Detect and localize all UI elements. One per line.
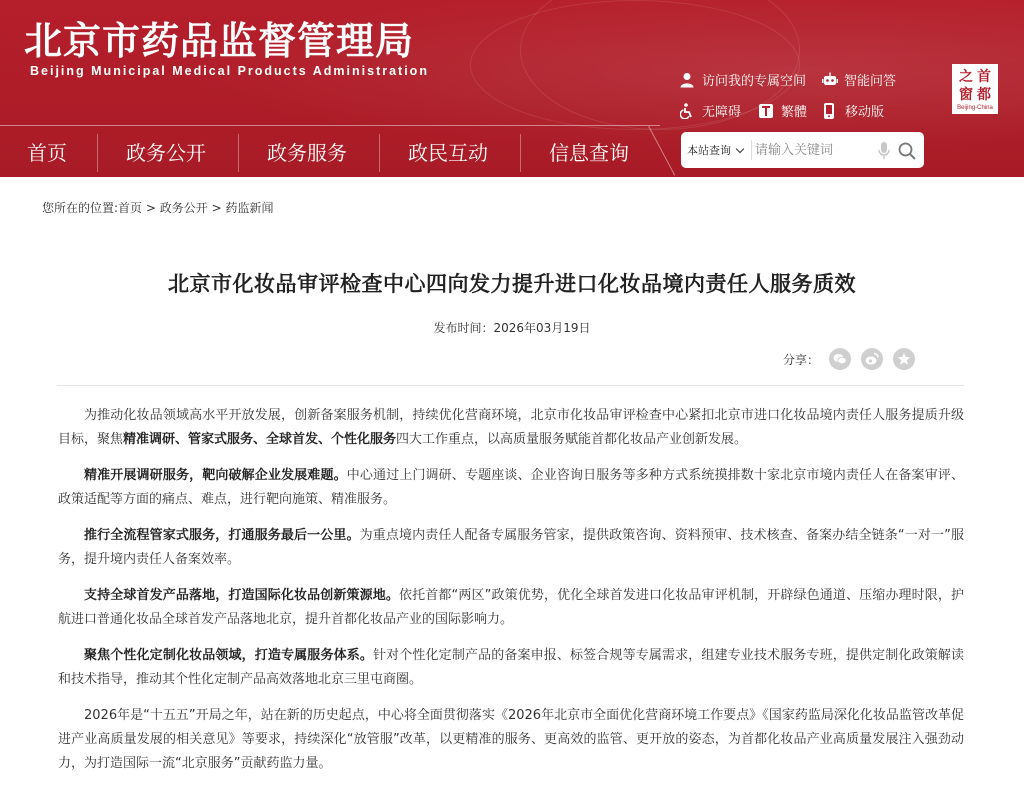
chevron-down-icon: [736, 144, 744, 152]
emblem-char: 窗: [959, 87, 973, 103]
mobile-version-label: 移动版: [845, 105, 885, 120]
nav-item-gov-affairs-open[interactable]: 政务公开: [126, 141, 206, 165]
traditional-chinese-label: 繁體: [781, 105, 808, 120]
breadcrumb-prefix: 您所在的位置:: [42, 201, 119, 215]
nav-separator: [238, 134, 239, 172]
article-paragraph: 支持全球首发产品落地，打造国际化妆品创新策源地。依托首都“两区”政策优势，优化全球首发进口化妆品审评机制，开辟绿色通道、压缩办理时限，护航进口普通化妆品全球首发产品落地北京，提升首都化妆品产业的国际影响力。: [58, 588, 964, 627]
wechat-share-button[interactable]: [829, 348, 851, 370]
traditional-chinese-link[interactable]: [759, 101, 807, 120]
search-divider: [751, 140, 752, 160]
mobile-version-link[interactable]: [823, 101, 884, 120]
article-title: 北京市化妆品审评检查中心四向发力提升进口化妆品境内责任人服务质效: [168, 272, 856, 296]
article-paragraph: 为推动化妆品领域高水平开放发展，创新备案服务机制，持续优化营商环境，北京市化妆品审评检查中心紧扣北京市进口化妆品境内责任人服务提质升级目标，聚焦精准调研、管家式服务、全球首发、个性化服务四大工作重点，以高质量服务赋能首都化妆品产业创新发展。: [58, 408, 964, 447]
accessibility-label: 无障碍: [702, 105, 742, 120]
smart-qa-link[interactable]: [822, 70, 896, 89]
capital-window-logo[interactable]: [952, 64, 998, 114]
site-title[interactable]: 北京市药品监督管理局: [24, 19, 415, 63]
accessibility-link[interactable]: [680, 101, 741, 120]
weibo-icon: [865, 352, 879, 366]
nav-item-home[interactable]: 首页: [27, 141, 67, 165]
title-divider: [57, 385, 964, 386]
robot-icon: [822, 72, 836, 88]
traditional-chinese-icon: [759, 103, 773, 119]
favorite-share-button[interactable]: [893, 348, 915, 370]
nav-item-interaction[interactable]: 政民互动: [408, 141, 488, 165]
article-paragraph: 精准开展调研服务，靶向破解企业发展难题。中心通过上门调研、专题座谈、企业咨询日服务等多种方式系统摸排数十家北京市境内责任人在备案审评、政策适配等方面的痛点、难点，进行靶向施策、精准服务。: [58, 468, 964, 507]
nav-separator: [379, 134, 380, 172]
nav-separator: [97, 134, 98, 172]
breadcrumb-separator: >: [207, 201, 226, 215]
breadcrumb: [42, 199, 273, 216]
article-paragraph: 推行全流程管家式服务，打通服务最后一公里。为重点境内责任人配备专属服务管家，提供政策咨询、资料预审、技术核查、备案办结全链条“一对一”服务，提升境内责任人备案效率。: [58, 528, 964, 567]
nav-separator: [520, 134, 521, 172]
accessibility-icon: [680, 103, 694, 119]
my-space-label: 访问我的专属空间: [702, 74, 807, 89]
emblem-char: 首: [977, 69, 991, 85]
emblem-char: 之: [959, 69, 973, 85]
my-space-link[interactable]: [680, 70, 806, 89]
star-icon: [897, 352, 911, 366]
nav-item-info-query[interactable]: 信息查询: [549, 141, 629, 165]
breadcrumb-item-drug-news[interactable]: 药监新闻: [225, 201, 274, 215]
search-scope-label: 本站查询: [687, 144, 731, 157]
breadcrumb-item-gov-affairs-open[interactable]: 政务公开: [159, 201, 208, 215]
search-input[interactable]: [755, 137, 875, 163]
site-subtitle: Beijing Municipal Medical Products Administration: [30, 64, 429, 78]
mobile-icon: [823, 103, 837, 119]
share-label: 分享：: [783, 352, 820, 367]
breadcrumb-item-home[interactable]: 首页: [118, 201, 143, 215]
breadcrumb-separator: >: [142, 201, 160, 215]
search-box: [681, 132, 924, 168]
article-body: [58, 404, 964, 788]
microphone-icon[interactable]: [878, 142, 890, 160]
user-icon: [680, 72, 694, 88]
article-paragraph: 2026年是“十五五”开局之年，站在新的历史起点，中心将全面贯彻落实《2026年北京市全面优化营商环境工作要点》《国家药监局深化化妆品监管改革促进产业高质量发展的相关意见》等要求，持续深化“放管服”改革，以更精准的服务、更高效的监管、更开放的姿态，为首都化妆品产业高质量发展注入强劲动力，为打造国际一流“北京服务”贡献药监力量。: [58, 708, 964, 771]
emblem-caption: Beijing-China: [957, 105, 993, 111]
search-scope-select[interactable]: [687, 132, 743, 168]
smart-qa-label: 智能问答: [844, 74, 897, 89]
share-bar: [783, 348, 915, 370]
emblem-char: 都: [977, 87, 991, 103]
nav-item-gov-services[interactable]: 政务服务: [267, 141, 347, 165]
weibo-share-button[interactable]: [861, 348, 883, 370]
publish-date: 发布时间：2026年03月19日: [433, 321, 591, 335]
article-paragraph: 聚焦个性化定制化妆品领域，打造专属服务体系。针对个性化定制产品的备案申报、标签合规等专属需求，组建专业技术服务专班，提供定制化政策解读和技术指导，推动其个性化定制产品高效落地北京三里屯商圈。: [58, 648, 964, 687]
search-icon[interactable]: [898, 142, 916, 160]
wechat-icon: [833, 352, 847, 366]
